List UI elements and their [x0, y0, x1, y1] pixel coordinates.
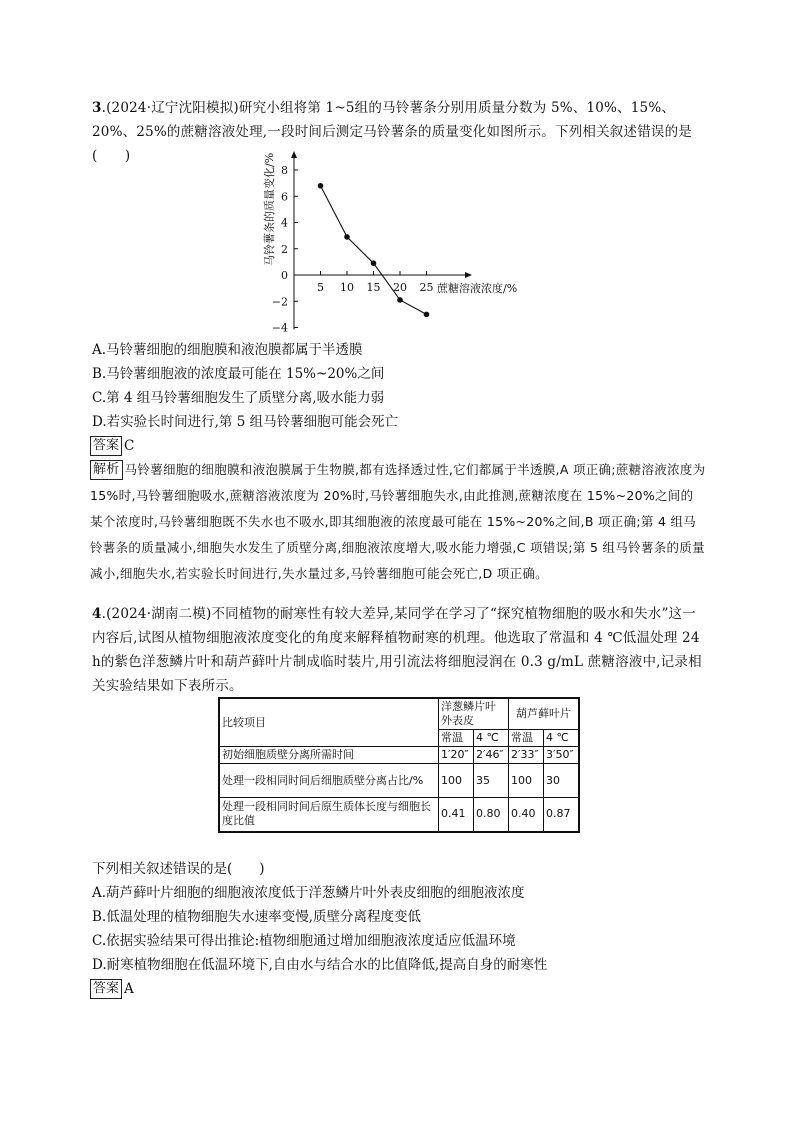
- data-point: [371, 260, 377, 266]
- q3-option-b: B.马铃薯细胞液的浓度最可能在 15%~20%之间: [92, 366, 385, 382]
- y-tick-label: 8: [281, 164, 288, 177]
- q4-answer: [90, 977, 134, 1001]
- table-cell: 35: [474, 764, 509, 798]
- question-3-stem: 3.(2024·辽宁沈阳模拟)研究小组将第 1~5组的马铃薯条分别用质量分数为 5%、10%、15%、20%、25%的蔗糖溶液处理,一段时间后测定马铃薯条的质量变化如图所示。下列相关叙述错误的是( ): [92, 100, 693, 164]
- y-tick-label: −4: [271, 321, 288, 335]
- x-tick-label: 15: [366, 281, 381, 294]
- table-cell: 0.80: [474, 798, 509, 832]
- data-point: [344, 234, 350, 240]
- y-axis-arrow: [291, 151, 297, 158]
- table-row: [219, 798, 579, 832]
- q4-answer-value: A: [124, 981, 134, 997]
- answer-tag: 答案: [90, 436, 122, 456]
- q3-option-c: C.第 4 组马铃薯细胞发生了质壁分离,吸水能力弱: [92, 390, 385, 406]
- table-cell: 100: [509, 764, 544, 798]
- chart-marks: [318, 183, 430, 317]
- q3-option-a: A.马铃薯细胞的细胞膜和液泡膜都属于半透膜: [92, 342, 363, 358]
- table-row-label: 初始细胞质壁分离所需时间: [219, 747, 439, 764]
- x-tick-label: 20: [393, 281, 407, 294]
- table-subheader: 常温: [509, 730, 544, 747]
- table-row: [219, 747, 579, 764]
- table-cell: 100: [439, 764, 474, 798]
- table-subheader: 4 ℃: [544, 730, 580, 747]
- question-4-stem: 4.(2024·湖南二模)不同植物的耐寒性有较大差异,某同学在学习了“探究植物细胞的吸水和失水”这一内容后,试图从植物细胞液浓度变化的角度来解释植物耐寒的机理。他选取了常温和 4 ℃低温处理 24 h的紫色洋葱鳞片叶和葫芦藓叶片制成临时装片,用引流法将细胞浸润在 0.3 g/mL 蔗糖溶液中,记录相关实验结果如下表所示。: [92, 606, 702, 694]
- x-tick-label: 5: [317, 281, 324, 294]
- table-cell: 2′33″: [509, 747, 544, 764]
- chart-x-axis-label: 蔗糖溶液浓度/%: [437, 282, 518, 295]
- q3-answer: [90, 434, 134, 458]
- x-tick-label: 10: [340, 281, 354, 294]
- q3-answer-value: C: [124, 438, 135, 454]
- data-point: [424, 312, 430, 318]
- y-tick-label: 0: [281, 269, 288, 282]
- x-tick-label: 25: [419, 281, 434, 294]
- table-subheader: 常温: [439, 730, 474, 747]
- table-subheader: 4 ℃: [474, 730, 509, 747]
- table-header-item: 比较项目: [219, 698, 439, 747]
- table-cell: 30: [544, 764, 580, 798]
- chart-y-axis-label: 马铃薯条的质量变化/%: [263, 152, 276, 266]
- q3-option-d: D.若实验长时间进行,第 5 组马铃薯细胞可能会死亡: [92, 414, 399, 430]
- data-point: [397, 297, 403, 303]
- y-tick-label: 6: [281, 190, 288, 204]
- table-cell: 1′20″: [439, 747, 474, 764]
- q4-option-b: B.低温处理的植物细胞失水速率变慢,质壁分离程度变低: [92, 909, 422, 925]
- data-point: [318, 183, 324, 189]
- table-row-label: 处理一段相同时间后细胞质壁分离占比/%: [219, 764, 439, 798]
- q4-option-c: C.依据实验结果可得出推论:植物细胞通过增加细胞液浓度适应低温环境: [92, 933, 516, 949]
- table-cell: 2′46″: [474, 747, 509, 764]
- mass-change-line-chart: [256, 148, 546, 338]
- q3-explanation: 解析 马铃薯细胞的细胞膜和液泡膜属于生物膜,都有选择透过性,它们都属于半透膜,A 项正确;蔗糖溶液浓度为 15%时,马铃薯细胞吸水,蔗糖溶液浓度为 20%时,马铃薯细胞失水,由此推测,蔗糖浓度在 15%~20%之间的某个浓度时,马铃薯细胞既不失水也不吸水,即其细胞液的浓度最可能在 15%~20%之间,B 项正确;第 4 组马铃薯条的质量减小,细胞失水发生了质壁分离,细胞液浓度增大,吸水能力增强,C 项错误;第 5 组马铃薯条的质量减小,细胞失水,若实验长时间进行,失水量过多,马铃薯细胞可能会死亡,D 项正确。: [90, 462, 706, 581]
- x-axis-arrow: [465, 272, 472, 278]
- y-tick-label: 4: [281, 216, 288, 230]
- q4-question: 下列相关叙述错误的是( ): [92, 861, 265, 877]
- y-tick-label: −2: [271, 295, 288, 309]
- table-row: [219, 764, 579, 798]
- table-cell: 0.40: [509, 798, 544, 832]
- table-cell: 0.87: [544, 798, 580, 832]
- series-line: [321, 186, 427, 315]
- chart-axes: [272, 151, 472, 335]
- answer-tag: 答案: [90, 979, 122, 999]
- explanation-tag: 解析: [90, 460, 123, 480]
- table-cell: 0.41: [439, 798, 474, 832]
- experiment-results-table: [218, 697, 580, 833]
- q4-option-a: A.葫芦藓叶片细胞的细胞液浓度低于洋葱鳞片叶外表皮细胞的细胞液浓度: [92, 885, 525, 901]
- question-3-number: 3: [92, 100, 102, 116]
- question-4-number: 4: [92, 606, 102, 622]
- table-row-label: 处理一段相同时间后原生质体长度与细胞长度比值: [219, 798, 439, 832]
- y-tick-label: 2: [281, 242, 288, 256]
- table-header-onion: 洋葱鳞片叶外表皮: [439, 698, 509, 730]
- table-header-moss: 葫芦藓叶片: [509, 698, 580, 730]
- table-cell: 3′50″: [544, 747, 580, 764]
- q4-option-d: D.耐寒植物细胞在低温环境下,自由水与结合水的比值降低,提高自身的耐寒性: [92, 957, 548, 973]
